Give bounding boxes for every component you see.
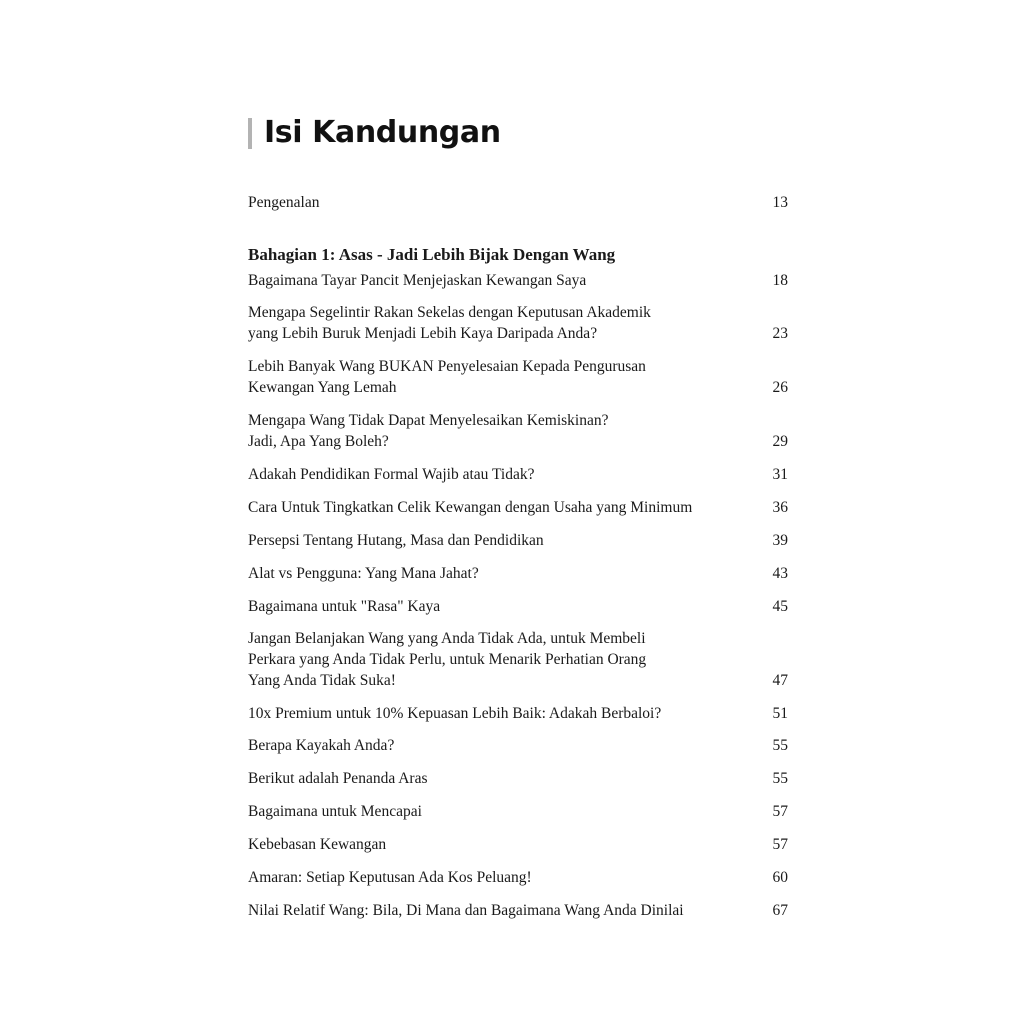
toc-entry	[248, 497, 788, 518]
toc-entry-title: Jangan Belanjakan Wang yang Anda Tidak Ada, untuk Membeli Perkara yang Anda Tidak Perlu, untuk Menarik Perhatian Orang Yang Anda Tidak Suka!	[248, 630, 647, 689]
toc-entry-page: 67	[772, 902, 788, 919]
toc-entry-title: Cara Untuk Tingkatkan Celik Kewangan dengan Usaha yang Minimum	[248, 499, 693, 516]
toc-entry	[248, 735, 788, 756]
toc-entry-title: Persepsi Tentang Hutang, Masa dan Pendidikan	[248, 532, 544, 549]
toc-entry-title: Adakah Pendidikan Formal Wajib atau Tidak?	[248, 466, 535, 483]
toc-entry-page: 36	[772, 499, 788, 516]
toc-entry-title: Mengapa Wang Tidak Dapat Menyelesaikan Kemiskinan? Jadi, Apa Yang Boleh?	[248, 412, 609, 450]
toc-page	[248, 115, 788, 919]
toc-entry-title: Mengapa Segelintir Rakan Sekelas dengan Keputusan Akademik yang Lebih Buruk Menjadi Lebih Kaya Daripada Anda?	[248, 304, 651, 342]
toc-entry	[248, 302, 788, 344]
toc-entry-intro	[248, 192, 788, 213]
page-title-text: Isi Kandungan	[264, 115, 501, 150]
toc-entry	[248, 596, 788, 617]
toc-entry	[248, 801, 788, 822]
toc-entry-page: 31	[772, 466, 788, 483]
toc-entry-page: 39	[772, 532, 788, 549]
toc-entry-page: 55	[772, 770, 788, 787]
toc-entry-title: Bagaimana untuk Mencapai	[248, 803, 422, 820]
toc-entry	[248, 834, 788, 855]
toc-entry-page: 55	[772, 737, 788, 754]
toc-entry	[248, 270, 788, 291]
toc-entry-title: Kebebasan Kewangan	[248, 836, 387, 853]
toc-entry-page: 60	[772, 869, 788, 886]
toc-entry	[248, 563, 788, 584]
heading-accent-bar	[248, 118, 252, 149]
toc-entry-title: Amaran: Setiap Keputusan Ada Kos Peluang!	[248, 869, 532, 886]
toc-entry-title: Lebih Banyak Wang BUKAN Penyelesaian Kepada Pengurusan Kewangan Yang Lemah	[248, 358, 646, 396]
toc-entry-page: 29	[772, 433, 788, 450]
page-title	[248, 116, 788, 150]
toc-entry-page: 18	[772, 272, 788, 289]
section-heading: Bahagian 1: Asas - Jadi Lebih Bijak Dengan Wang	[248, 245, 616, 264]
toc-entry	[248, 410, 788, 452]
toc-entry-page: 26	[772, 379, 788, 396]
toc-entry-page: 57	[772, 803, 788, 820]
toc-entry	[248, 867, 788, 888]
toc-entry-page: 43	[772, 565, 788, 582]
toc-entry-page: 47	[772, 672, 788, 689]
toc-entry-page: 23	[772, 325, 788, 342]
toc-entry-title: 10x Premium untuk 10% Kepuasan Lebih Baik: Adakah Berbaloi?	[248, 705, 662, 722]
toc-entry-title: Bagaimana untuk "Rasa" Kaya	[248, 598, 441, 615]
toc-entry	[248, 768, 788, 789]
toc-entry-title: Pengenalan	[248, 194, 320, 211]
toc-entry-page: 45	[772, 598, 788, 615]
toc-entry-title: Berapa Kayakah Anda?	[248, 737, 395, 754]
toc-entry	[248, 628, 788, 691]
toc-entry-page: 57	[772, 836, 788, 853]
toc-entry	[248, 356, 788, 398]
toc-entry	[248, 703, 788, 724]
toc-entry-title: Nilai Relatif Wang: Bila, Di Mana dan Bagaimana Wang Anda Dinilai	[248, 902, 684, 919]
toc-entry	[248, 530, 788, 551]
toc-entry-title: Berikut adalah Penanda Aras	[248, 770, 428, 787]
toc-entry-title: Bagaimana Tayar Pancit Menjejaskan Kewangan Saya	[248, 272, 587, 289]
toc-entry-title: Alat vs Pengguna: Yang Mana Jahat?	[248, 565, 479, 582]
toc-entry	[248, 464, 788, 485]
toc-entry-page: 13	[772, 194, 788, 211]
toc-entry-page: 51	[772, 705, 788, 722]
toc-entry	[248, 900, 788, 921]
